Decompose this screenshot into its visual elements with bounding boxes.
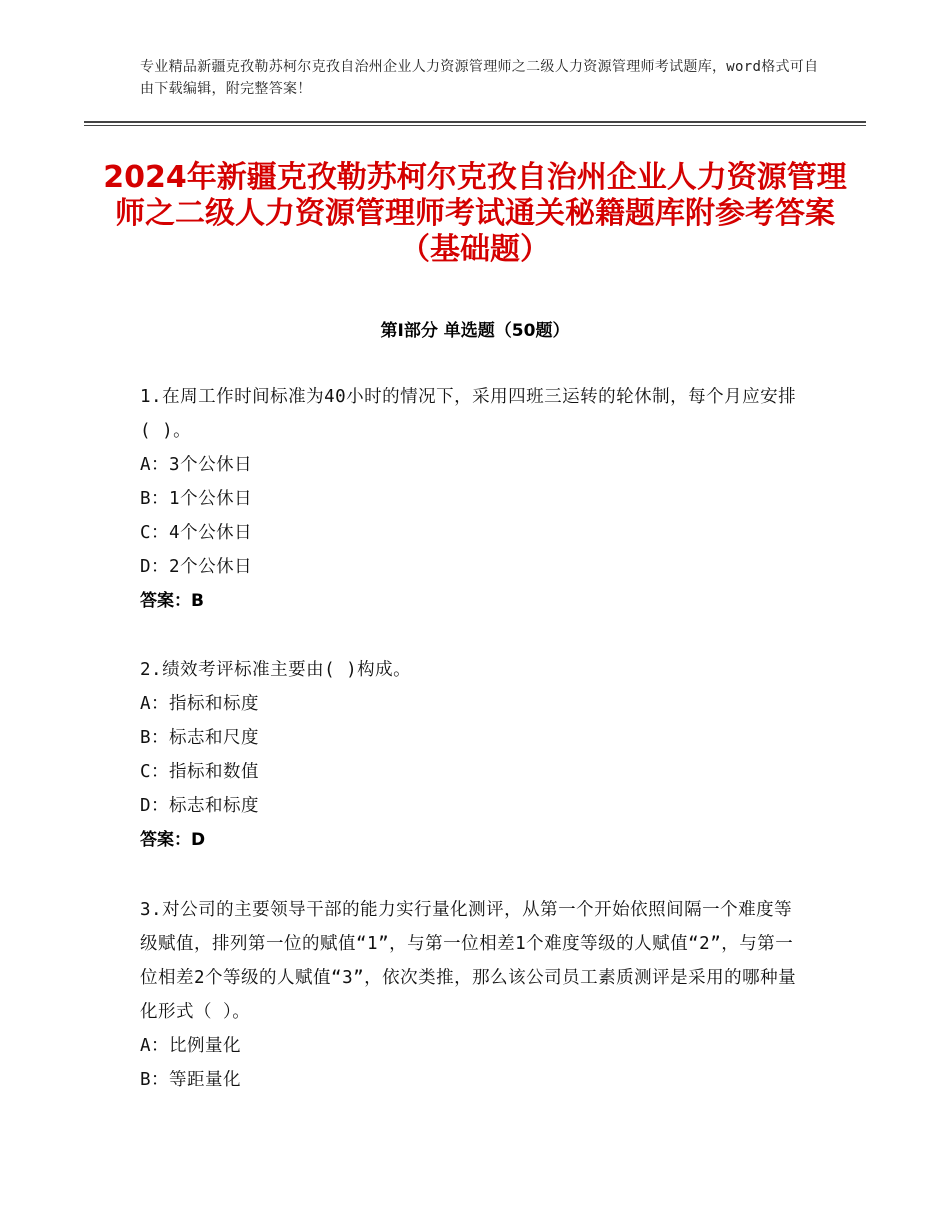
- header-rule-thin: [84, 125, 866, 126]
- header-rule-thick: [84, 121, 866, 123]
- question-2-option-b: B：标志和尺度: [140, 728, 260, 748]
- question-2-text: 2.绩效考评标准主要由( )构成。: [140, 660, 412, 680]
- section-heading: 第Ⅰ部分 单选题（50题）: [380, 321, 570, 341]
- question-2-answer: 答案：D: [140, 830, 206, 850]
- document-title: 2024年新疆克孜勒苏柯尔克孜自治州企业人力资源管理师之二级人力资源管理师考试通关秘籍题库附参考答案（基础题）: [103, 160, 847, 267]
- question-1-option-b: B：1个公休日: [140, 489, 253, 509]
- question-3-option-a: A：比例量化: [140, 1036, 242, 1056]
- question-2-option-a: A：指标和标度: [140, 694, 260, 714]
- question-1-answer: 答案：B: [140, 591, 204, 611]
- question-3-text: 3.对公司的主要领导干部的能力实行量化测评，从第一个开始依照间隔一个难度等级赋值，排列第一位的赋值“1”，与第一位相差1个难度等级的人赋值“2”，与第一位相差2个等级的人赋值“3”，依次类推，那么该公司员工素质测评是采用的哪种量化形式（ ）。: [140, 900, 797, 1022]
- question-1-text: 1.在周工作时间标准为40小时的情况下，采用四班三运转的轮休制，每个月应安排( )。: [140, 387, 797, 441]
- question-1-option-a: A：3个公休日: [140, 455, 253, 475]
- header-note: 专业精品新疆克孜勒苏柯尔克孜自治州企业人力资源管理师之二级人力资源管理师考试题库，word格式可自由下载编辑，附完整答案！: [140, 59, 819, 97]
- question-3-option-b: B：等距量化: [140, 1070, 242, 1090]
- question-1-option-d: D：2个公休日: [140, 557, 253, 577]
- question-2-option-d: D：标志和标度: [140, 796, 260, 816]
- question-2-option-c: C：指标和数值: [140, 762, 260, 782]
- question-1-option-c: C：4个公休日: [140, 523, 253, 543]
